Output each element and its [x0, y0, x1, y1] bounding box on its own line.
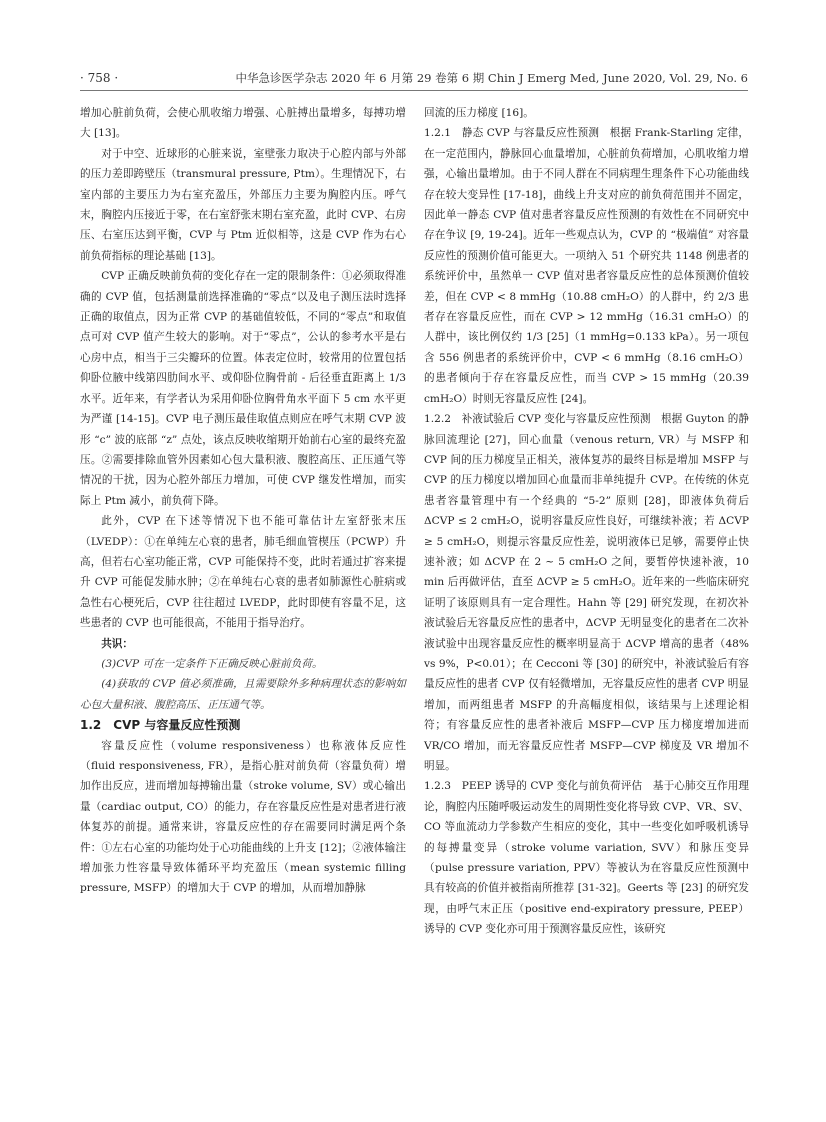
page-number: · 758 ·: [80, 71, 119, 85]
page-header: [80, 70, 748, 86]
consensus-item: (3)CVP 可在一定条件下正确反映心脏前负荷。: [101, 657, 323, 670]
subsection-paragraph: 1.2.3 PEEP 诱导的 CVP 变化与前负荷评估 基于心肺交互作用理论，胸腔内压随呼吸运动发生的周期性变化将导致 CVP、VR、SV、CO 等血流动力学参数产生相应的变化，其中一些变化如呼吸机诱导的每搏量变异（stroke volume variation, SVV）和脉压变异（pulse pressure variation, PPV）等被认为在容量反应性预测中具有较高的价值并被指南所推荐 [31-32]。Geerts 等 [23] 的研究发现，由呼气末正压（positive end-expiratory pressure, PEEP）诱导的 CVP 变化亦可用于预测容量反应性，该研究: [424, 780, 749, 936]
section-heading: 1.2 CVP 与容量反应性预测: [80, 718, 241, 733]
subsection-paragraph: 1.2.1 静态 CVP 与容量反应性预测 根据 Frank-Starling 定律，在一定范围内，静脉回心血量增加，心脏前负荷增加，心肌收缩力增强，心输出量增加。由于不同人群在不同病理生理条件下心功能曲线存在较大变异性 [17-18]，曲线上升支对应的前负荷范围并不固定，因此单一静态 CVP 值对患者容量反应性预测的有效性在不同研究中存在争议 [9, 19-24]。近年一些观点认为，CVP 的 “极端值” 对容量反应性的预测价值可能更大。一项纳入 51 个研究共 1148 例患者的系统评价中，虽然单一 CVP 值对患者容量反应性的总体预测价值较差，但在 CVP < 8 mmHg（10.88 cmH₂O）的人群中，约 2/3 患者存在容量反应性，而在 CVP > 12 mmHg（16.31 cmH₂O）的人群中，该比例仅约 1/3 [25]（1 mmHg=0.133 kPa）。另一项包含 556 例患者的系统评价中，CVP < 6 mmHg（8.16 cmH₂O）的患者倾向于存在容量反应性，而当 CVP > 15 mmHg（20.39 cmH₂O）时则无容量反应性 [24]。: [424, 127, 749, 405]
paragraph: 此外，CVP 在下述等情况下也不能可靠估计左室舒张末压（LVEDP）：①在单纯左心衰的患者，肺毛细血管楔压（PCWP）升高，但若右心室功能正常，CVP 可能保持不变，此时若通过扩容来提升 CVP 可能促发肺水肿；②在单纯右心衰的患者如肺源性心脏病或急性右心梗死后，CVP 往往超过 LVEDP，此时即使有容量不足，这些患者的 CVP 也可能很高，不能用于指导治疗。: [80, 515, 406, 630]
right-column: [424, 103, 749, 940]
paragraph: 增加心脏前负荷，会使心肌收缩力增强、心脏搏出量增多，每搏功增大 [13]。: [80, 107, 406, 140]
journal-citation: 中华急诊医学杂志 2020 年 6 月第 29 卷第 6 期 Chin J Emerg Med, June 2020, Vol. 29, No. 6: [235, 71, 748, 85]
paragraph: 回流的压力梯度 [16]。: [424, 107, 534, 119]
header-rule: [80, 90, 748, 91]
consensus-item: (4)获取的 CVP 值必须准确，且需要除外多种病理状态的影响如心包大量积液、腹腔高压、正压通气等。: [80, 678, 406, 711]
left-column: [80, 103, 406, 899]
subsection-paragraph: 1.2.2 补液试验后 CVP 变化与容量反应性预测 根据 Guyton 的静脉回流理论 [27]，回心血量（venous return, VR）与 MSFP 和 CVP 间的压力梯度呈正相关，液体复苏的最终目标是增加 MSFP 与 CVP 的压力梯度以增加回心血量而非单纯提升 CVP。在传统的休克患者容量管理中有一个经典的 “5-2” 原则 [28]，即液体负荷后 ΔCVP ≤ 2 cmH₂O，说明容量反应性良好，可继续补液；若 ΔCVP ≥ 5 cmH₂O，则提示容量反应性差，说明液体已足够，需要停止快速补液；如 ΔCVP 在 2 ~ 5 cmH₂O 之间，要暂停快速补液，10 min 后再做评估，直至 ΔCVP ≥ 5 cmH₂O。近年来的一些临床研究证明了该原则具有一定合理性。Hahn 等 [29] 研究发现，在初次补液试验后无容量反应性的患者中，ΔCVP 无明显变化的患者在二次补液试验中出现容量反应性的概率明显高于 ΔCVP 增高的患者（48% vs 9%，P<0.01）；在 Cecconi 等 [30] 的研究中，补液试验后有容量反应性的患者 CVP 仅有轻微增加，无容量反应性的患者 CVP 明显增加，而两组患者 MSFP 的升高幅度相似，该结果与上述理论相符；有容量反应性的患者补液后 MSFP—CVP 压力梯度增加进而 VR/CO 增加，而无容量反应性者 MSFP—CVP 梯度及 VR 增加不明显。: [424, 413, 749, 772]
paragraph: CVP 正确反映前负荷的变化存在一定的限制条件：①必须取得准确的 CVP 值，包括测量前选择准确的“零点”以及电子测压法时选择正确的取值点，因为正常 CVP 的基础值较低，不同的“零点”和取值点可对 CVP 值产生较大的影响。对于“零点”，公认的参考水平是右心房中点，相当于三尖瓣环的位置。体表定位时，较常用的位置包括仰卧位腋中线第四肋间水平、或仰卧位胸骨前 - 后径垂直距离上 1/3 水平。近年来，有学者认为采用仰卧位胸骨角水平面下 5 cm 水平更为严谨 [14-15]。CVP 电子测压最佳取值点则应在呼气末期 CVP 波形 “c” 波的底部 “z” 点处，该点反映收缩期开始前右心室的最终充盈压。②需要排除血管外因素如心包大量积液、腹腔高压、正压通气等情况的干扰，因为心腔外部压力增加，可使 CVP 继发性增加，而实际上 Ptm 减小，前负荷下降。: [80, 270, 406, 507]
paragraph: 对于中空、近球形的心脏来说，室壁张力取决于心腔内部与外部的压力差即跨壁压（transmural pressure, Ptm）。生理情况下，右室内部的主要压力为右室充盈压，外部压力主要为胸腔内压。呼气末，胸腔内压接近于零，在右室舒张末期右室充盈，此时 CVP、右房压、右室压达到平衡，CVP 与 Ptm 近似相等，这是 CVP 作为右心前负荷指标的理论基础 [13]。: [80, 147, 406, 262]
consensus-title: 共识：: [101, 637, 133, 650]
paragraph: 容量反应性（volume responsiveness）也称液体反应性（fluid responsiveness, FR），是指心脏对前负荷（容量负荷）增加作出反应，进而增加每搏输出量（stroke volume, SV）或心输出量（cardiac output, CO）的能力，存在容量反应性是对患者进行液体复苏的前提。通常来讲，容量反应性的存在需要同时满足两个条件：①左右心室的功能均处于心功能曲线的上升支 [12]；②液体输注增加张力性容量导致体循环平均充盈压（mean systemic filling pressure, MSFP）的增加大于 CVP 的增加，从而增加静脉: [80, 739, 406, 895]
